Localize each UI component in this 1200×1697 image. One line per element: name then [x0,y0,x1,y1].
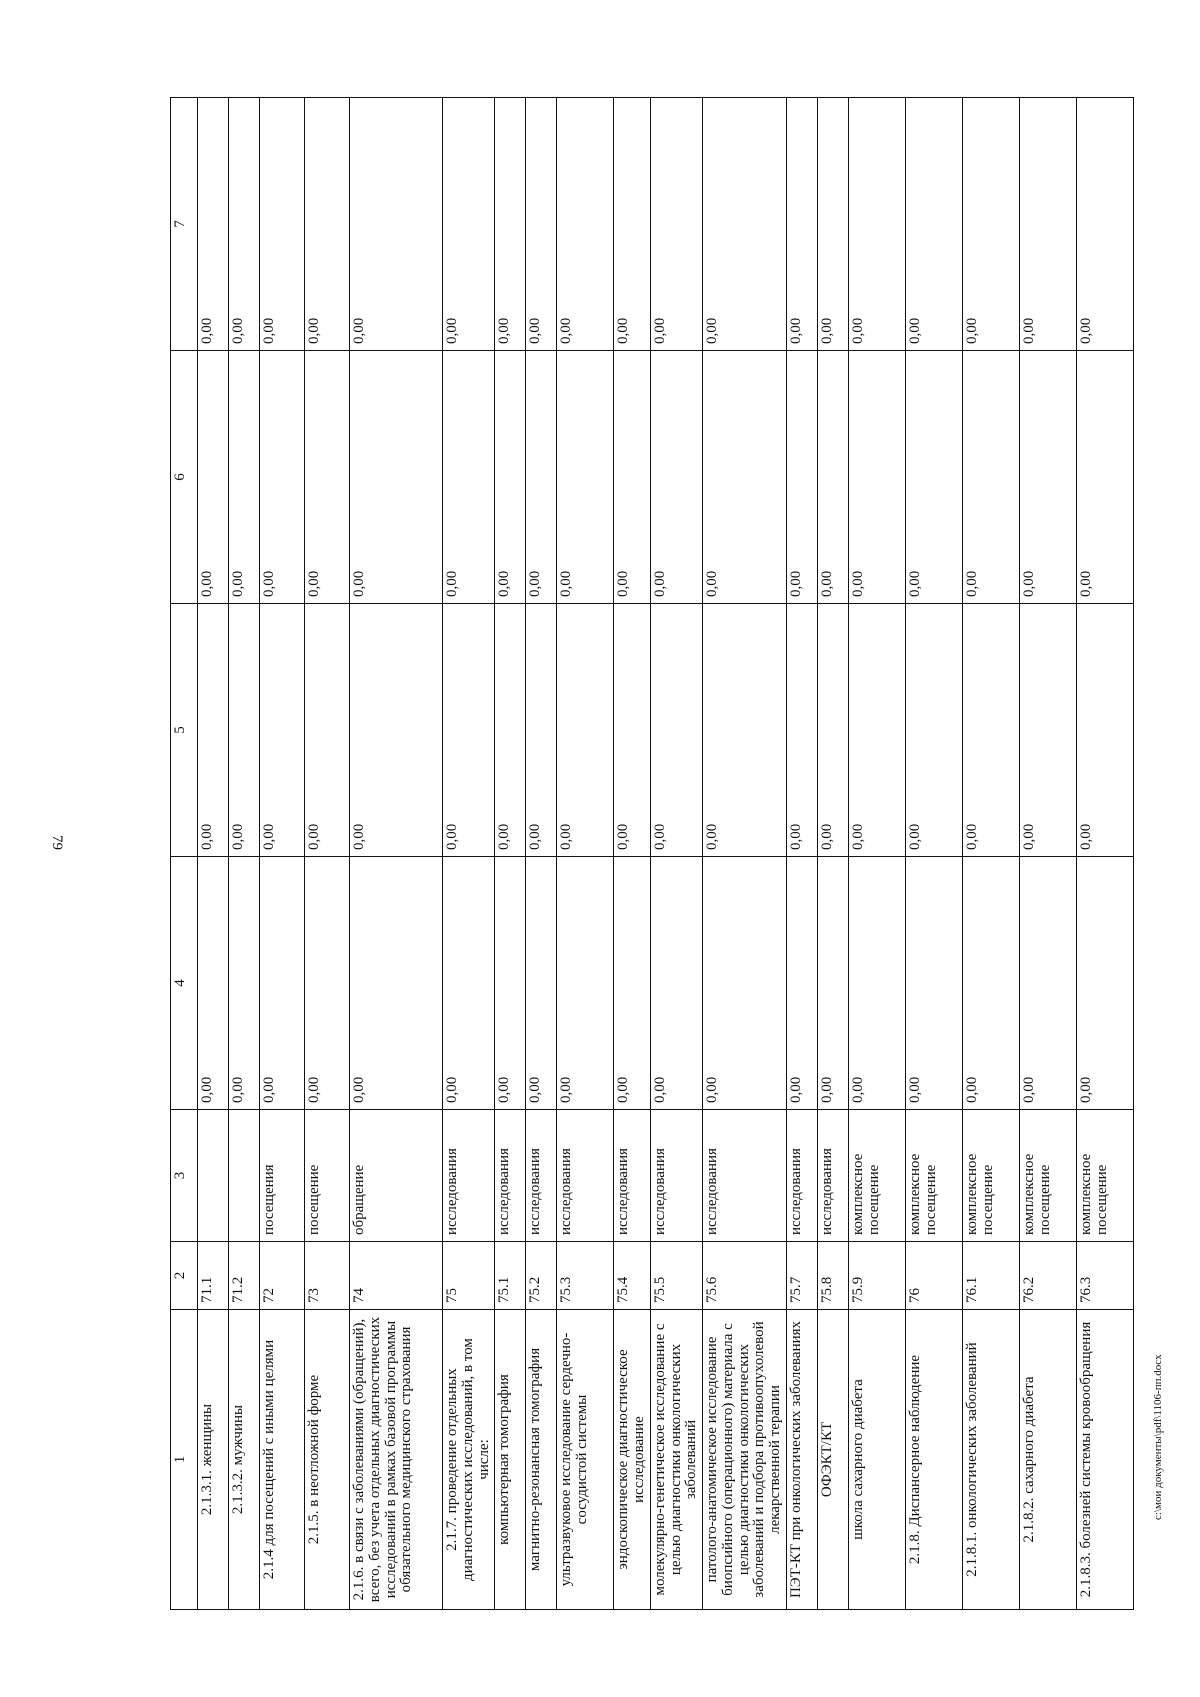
row-value-cell: 0,00 [1076,604,1133,857]
row-value-cell: 0,00 [817,351,848,604]
table-row [614,98,651,1610]
table-row [495,98,526,1610]
row-value-cell: 0,00 [703,98,787,351]
row-value-cell: 0,00 [905,98,962,351]
table-row [703,98,787,1610]
row-value-cell: 0,00 [229,604,260,857]
row-code-cell: 76.1 [962,1242,1019,1310]
row-value-cell: 0,00 [229,351,260,604]
row-unit-cell: посещения [260,1110,305,1242]
column-header: 7 [171,98,198,351]
row-value-cell: 0,00 [905,857,962,1110]
row-value-cell: 0,00 [350,857,443,1110]
row-value-cell: 0,00 [1076,351,1133,604]
row-value-cell: 0,00 [1076,857,1133,1110]
table-row [1076,98,1133,1610]
row-value-cell: 0,00 [350,604,443,857]
row-value-cell: 0,00 [650,351,702,604]
row-value-cell: 0,00 [650,98,702,351]
row-value-cell: 0,00 [650,604,702,857]
row-value-cell: 0,00 [650,857,702,1110]
row-value-cell: 0,00 [305,604,350,857]
row-value-cell: 0,00 [703,857,787,1110]
row-value-cell: 0,00 [305,98,350,351]
row-name-cell: эндоскопическое диагностическое исследование [614,1310,651,1610]
row-value-cell: 0,00 [260,604,305,857]
row-value-cell: 0,00 [443,351,495,604]
row-value-cell: 0,00 [350,351,443,604]
row-value-cell: 0,00 [817,604,848,857]
row-code-cell: 75.1 [495,1242,526,1310]
row-value-cell: 0,00 [495,98,526,351]
table-row [443,98,495,1610]
row-value-cell: 0,00 [350,98,443,351]
row-code-cell: 75.7 [786,1242,817,1310]
row-value-cell: 0,00 [703,351,787,604]
row-value-cell: 0,00 [198,351,229,604]
row-code-cell: 75.3 [557,1242,614,1310]
data-table [170,97,1134,1610]
row-unit-cell: комплексное посещение [1019,1110,1076,1242]
row-unit-cell: исследования [526,1110,557,1242]
row-unit-cell: комплексное посещение [848,1110,905,1242]
row-code-cell: 71.2 [229,1242,260,1310]
table-row [350,98,443,1610]
row-value-cell: 0,00 [305,857,350,1110]
row-name-cell: 2.1.8.1. онкологических заболеваний [962,1310,1019,1610]
row-value-cell: 0,00 [526,857,557,1110]
table-header-row [171,98,198,1610]
row-code-cell: 75.9 [848,1242,905,1310]
row-name-cell: компьютерная томография [495,1310,526,1610]
row-name-cell: ультразвуковое исследование сердечно-сосудистой системы [557,1310,614,1610]
row-unit-cell [229,1110,260,1242]
row-code-cell: 76.2 [1019,1242,1076,1310]
row-value-cell: 0,00 [848,351,905,604]
row-unit-cell: комплексное посещение [905,1110,962,1242]
row-unit-cell: исследования [786,1110,817,1242]
row-name-cell: школа сахарного диабета [848,1310,905,1610]
table-row [786,98,817,1610]
row-value-cell: 0,00 [905,351,962,604]
row-value-cell: 0,00 [495,604,526,857]
row-value-cell: 0,00 [962,98,1019,351]
row-code-cell: 75 [443,1242,495,1310]
row-code-cell: 74 [350,1242,443,1310]
rotated-table-container [170,98,1110,1610]
row-unit-cell: комплексное посещение [962,1110,1019,1242]
row-unit-cell: исследования [703,1110,787,1242]
row-value-cell: 0,00 [443,98,495,351]
row-value-cell: 0,00 [443,857,495,1110]
row-name-cell: ПЭТ-КТ при онкологических заболеваниях [786,1310,817,1610]
row-value-cell: 0,00 [962,351,1019,604]
table-row [526,98,557,1610]
row-value-cell: 0,00 [557,351,614,604]
row-value-cell: 0,00 [229,98,260,351]
row-name-cell: магнитно-резонансная томография [526,1310,557,1610]
row-name-cell: 2.1.8.2. сахарного диабета [1019,1310,1076,1610]
row-value-cell: 0,00 [526,98,557,351]
row-unit-cell: посещение [305,1110,350,1242]
table-row [650,98,702,1610]
row-code-cell: 72 [260,1242,305,1310]
page-number: 79 [49,835,65,850]
row-code-cell: 75.4 [614,1242,651,1310]
row-name-cell: 2.1.7. проведение отдельных диагностических исследований, в том числе: [443,1310,495,1610]
row-value-cell: 0,00 [848,98,905,351]
row-name-cell: 2.1.8. Диспансерное наблюдение [905,1310,962,1610]
row-value-cell: 0,00 [1019,351,1076,604]
row-value-cell: 0,00 [1019,604,1076,857]
row-value-cell: 0,00 [703,604,787,857]
row-unit-cell: исследования [817,1110,848,1242]
row-value-cell: 0,00 [786,351,817,604]
row-code-cell: 75.5 [650,1242,702,1310]
table-row [229,98,260,1610]
column-header: 2 [171,1242,198,1310]
row-value-cell: 0,00 [817,98,848,351]
row-code-cell: 73 [305,1242,350,1310]
row-value-cell: 0,00 [905,604,962,857]
row-value-cell: 0,00 [260,98,305,351]
row-value-cell: 0,00 [198,857,229,1110]
row-name-cell: 2.1.8.3. болезней системы кровообращения [1076,1310,1133,1610]
table-row [305,98,350,1610]
row-value-cell: 0,00 [526,604,557,857]
row-name-cell: 2.1.5. в неотложной форме [305,1310,350,1610]
row-code-cell: 76 [905,1242,962,1310]
row-name-cell: молекулярно-генетическое исследование с целью диагностики онкологических заболеваний [650,1310,702,1610]
column-header: 1 [171,1310,198,1610]
row-value-cell: 0,00 [786,98,817,351]
row-value-cell: 0,00 [962,857,1019,1110]
row-code-cell: 75.8 [817,1242,848,1310]
row-value-cell: 0,00 [614,857,651,1110]
row-value-cell: 0,00 [557,98,614,351]
table-row [962,98,1019,1610]
table-row [817,98,848,1610]
row-value-cell: 0,00 [260,351,305,604]
row-value-cell: 0,00 [495,351,526,604]
table-row [1019,98,1076,1610]
row-code-cell: 75.2 [526,1242,557,1310]
row-value-cell: 0,00 [557,857,614,1110]
column-header: 6 [171,351,198,604]
row-name-cell: 2.1.4 для посещений с иными целями [260,1310,305,1610]
row-value-cell: 0,00 [817,857,848,1110]
row-value-cell: 0,00 [229,857,260,1110]
row-value-cell: 0,00 [198,604,229,857]
row-value-cell: 0,00 [786,604,817,857]
table-row [260,98,305,1610]
row-value-cell: 0,00 [786,857,817,1110]
row-value-cell: 0,00 [260,857,305,1110]
row-unit-cell: исследования [650,1110,702,1242]
row-value-cell: 0,00 [1019,857,1076,1110]
row-unit-cell: исследования [495,1110,526,1242]
table-row [557,98,614,1610]
column-header: 3 [171,1110,198,1242]
row-unit-cell: исследования [614,1110,651,1242]
row-value-cell: 0,00 [614,351,651,604]
row-value-cell: 0,00 [305,351,350,604]
row-code-cell: 76.3 [1076,1242,1133,1310]
row-value-cell: 0,00 [614,98,651,351]
row-value-cell: 0,00 [198,98,229,351]
row-value-cell: 0,00 [1076,98,1133,351]
row-value-cell: 0,00 [1019,98,1076,351]
row-value-cell: 0,00 [962,604,1019,857]
column-header: 4 [171,857,198,1110]
row-unit-cell: комплексное посещение [1076,1110,1133,1242]
row-value-cell: 0,00 [495,857,526,1110]
row-code-cell: 75.6 [703,1242,787,1310]
table-row [198,98,229,1610]
row-name-cell: 2.1.6. в связи с заболеваниями (обращений), всего, без учета отдельных диагностических исследований в рамках базовой программы обязательного медицинского страхования [350,1310,443,1610]
table-row [848,98,905,1610]
row-name-cell: ОФЭКТ/КТ [817,1310,848,1610]
row-name-cell: 2.1.3.1. женщины [198,1310,229,1610]
row-value-cell: 0,00 [526,351,557,604]
row-unit-cell: обращение [350,1110,443,1242]
row-value-cell: 0,00 [848,857,905,1110]
row-value-cell: 0,00 [614,604,651,857]
footer-file-path: c:\мои документы\pdf\1106-пп.docx [1152,1354,1164,1520]
row-unit-cell [198,1110,229,1242]
row-code-cell: 71.1 [198,1242,229,1310]
table-row [905,98,962,1610]
row-value-cell: 0,00 [443,604,495,857]
row-value-cell: 0,00 [557,604,614,857]
row-unit-cell: исследования [557,1110,614,1242]
row-value-cell: 0,00 [848,604,905,857]
row-unit-cell: исследования [443,1110,495,1242]
row-name-cell: 2.1.3.2. мужчины [229,1310,260,1610]
table-body [171,98,1134,1610]
column-header: 5 [171,604,198,857]
row-name-cell: патолого-анатомическое исследование биопсийного (операционного) материала с целью диагностики онкологических заболеваний и подбора противоопухолевой лекарственной терапии [703,1310,787,1610]
